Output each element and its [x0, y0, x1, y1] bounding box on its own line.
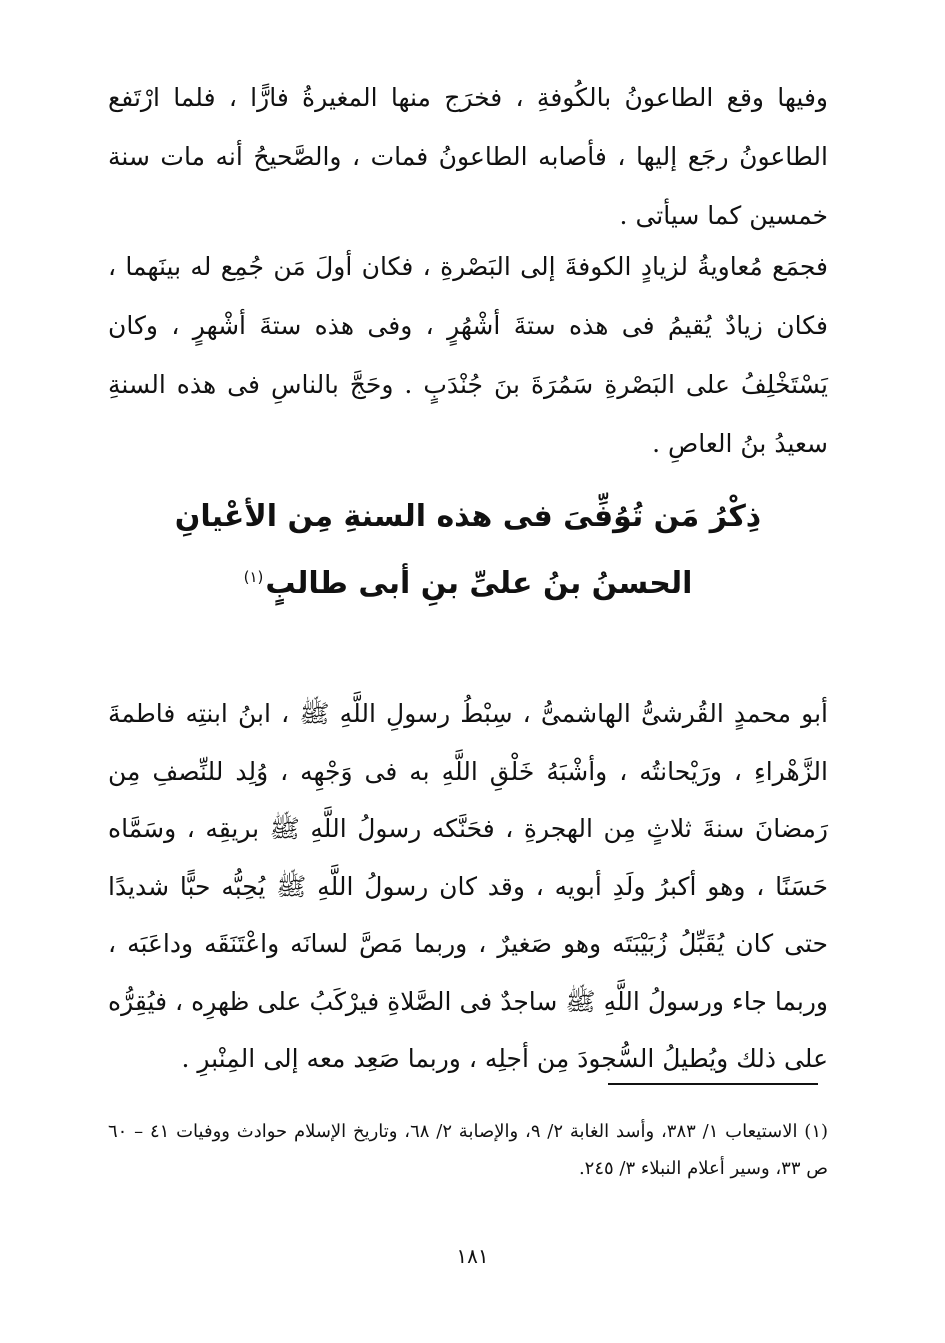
paragraph-plague-kufa: وفيها وقع الطاعونُ بالكُوفةِ ، فخرَج منها المغيرةُ فارًّا ، فلما ارْتَفع الطاعونُ رجَع إليها ، فأصابه الطاعونُ فمات ، والصَّحيحُ أنه مات سنة خمسين كما سيأتى .	[108, 83, 828, 230]
footnote-marker[interactable]: (١)	[243, 568, 264, 586]
page-number: ١٨١	[456, 1244, 489, 1268]
footnote-divider	[608, 1083, 818, 1085]
person-name: الحسنُ بنُ علىِّ بنِ أبى طالبٍ	[265, 566, 693, 601]
paragraph-ziyad-basra: فجمَع مُعاويةُ لزيادٍ الكوفةَ إلى البَصْرةِ ، فكان أولَ مَن جُمِع له بينَهما ، فكان زيادٌ يُقيمُ فى هذه ستةَ أشْهُرٍ ، وفى هذه ستةَ أشْهرٍ ، وكان يَسْتَخْلِفُ على البَصْرةِ سَمُرَةَ بنَ جُنْدَبٍ . وحَجَّ بالناسِ فى هذه السنةِ سعيدُ بنُ العاصِ .	[108, 252, 828, 458]
section-heading: ذِكْرُ مَن تُوُفِّىَ فى هذه السنةِ مِن الأعْيانِ	[174, 499, 762, 534]
person-heading	[108, 552, 828, 609]
paragraph-biography: أبو محمدٍ القُرشىُّ الهاشمىُّ ، سِبْطُ رسولِ اللَّهِ ﷺ ، ابنُ ابنتِه فاطمةَ الزَّهْراءِ ، ورَيْحانتُه ، وأشْبَهُ خَلْقِ اللَّهِ به فى وَجْهِه ، وُلِد للنِّصفِ مِن رَمضانَ سنةَ ثلاثٍ مِن الهجرةِ ، فحَنَّكه رسولُ اللَّهِ ﷺ بريقِه ، وسَمَّاه حَسَنًا ، وهو أكبرُ ولَدِ أبويه ، وقد كان رسولُ اللَّهِ ﷺ يُحِبُّه حبًّا شديدًا حتى كان يُقَبِّلُ زُبَيْبَتَه وهو صَغيرٌ ، وربما مَصَّ لسانَه واعْتَنَقَه وداعَبَه ، وربما جاء ورسولُ اللَّهِ ﷺ ساجدٌ فى الصَّلاةِ فيرْكَبُ على ظهرِه ، فيُقِرُّه على ذلك ويُطيلُ السُّجودَ مِن أجلِه ، وربما صَعِد معه إلى المِنْبرِ .	[108, 699, 828, 1073]
footnote-text: (١) الاستيعاب ١/ ٣٨٣، وأسد الغابة ٢/ ٩، والإصابة ٢/ ٦٨، وتاريخ الإسلام حوادث ووفيات ٤١ – ٦٠ ص ٣٣، وسير أعلام النبلاء ٣/ ٢٤٥.	[108, 1121, 829, 1179]
